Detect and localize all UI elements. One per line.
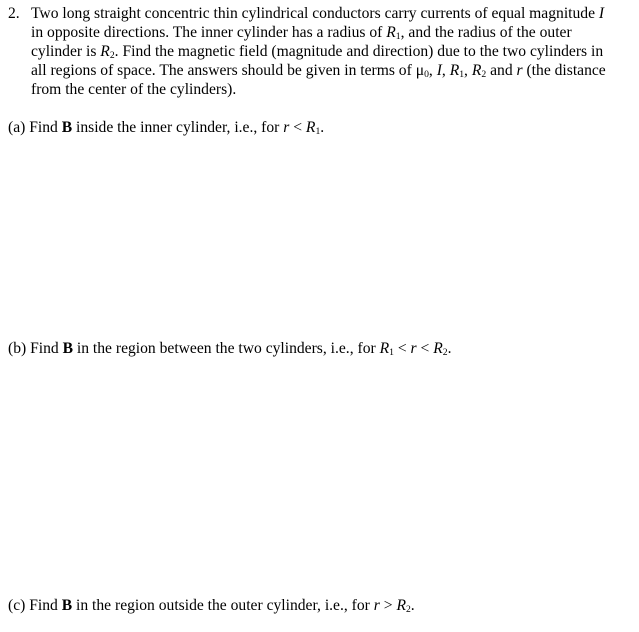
part-a-question — [8, 118, 324, 137]
problem-line-1: Two long straight concentric thin cylindrical conductors carry currents of equal magnitude I — [31, 5, 605, 22]
problem-line-4: all regions of space. The answers should be given in terms of $\mu_0$, I, $R_1$, $R_2$ and r (the distance — [31, 62, 606, 81]
part-a-text: Find B inside the inner cylinder, i.e., for $r < R_1$. — [29, 119, 325, 138]
part-b-question — [8, 339, 451, 358]
problem-text — [31, 4, 632, 99]
part-b-text: Find B in the region between the two cylinders, i.e., for $R_1 < r < R_2$. — [30, 340, 452, 359]
problem-line-5: from the center of the cylinders). — [31, 81, 237, 98]
part-c-question — [8, 596, 415, 615]
part-b-label: (b) — [8, 340, 27, 357]
part-a-label: (a) — [8, 119, 26, 136]
problem-statement — [8, 4, 632, 99]
part-c-label: (c) — [8, 597, 26, 614]
part-c-text: Find B in the region outside the outer cylinder, i.e., for $r > R_2$. — [29, 597, 415, 616]
problem-line-3: cylinder is $R_2$. Find the magnetic field (magnitude and direction) due to the two cylinders in — [31, 43, 604, 62]
problem-number: 2. — [8, 5, 20, 22]
problem-line-2: in opposite directions. The inner cylinder has a radius of $R_1$, and the radius of the outer — [31, 24, 572, 43]
